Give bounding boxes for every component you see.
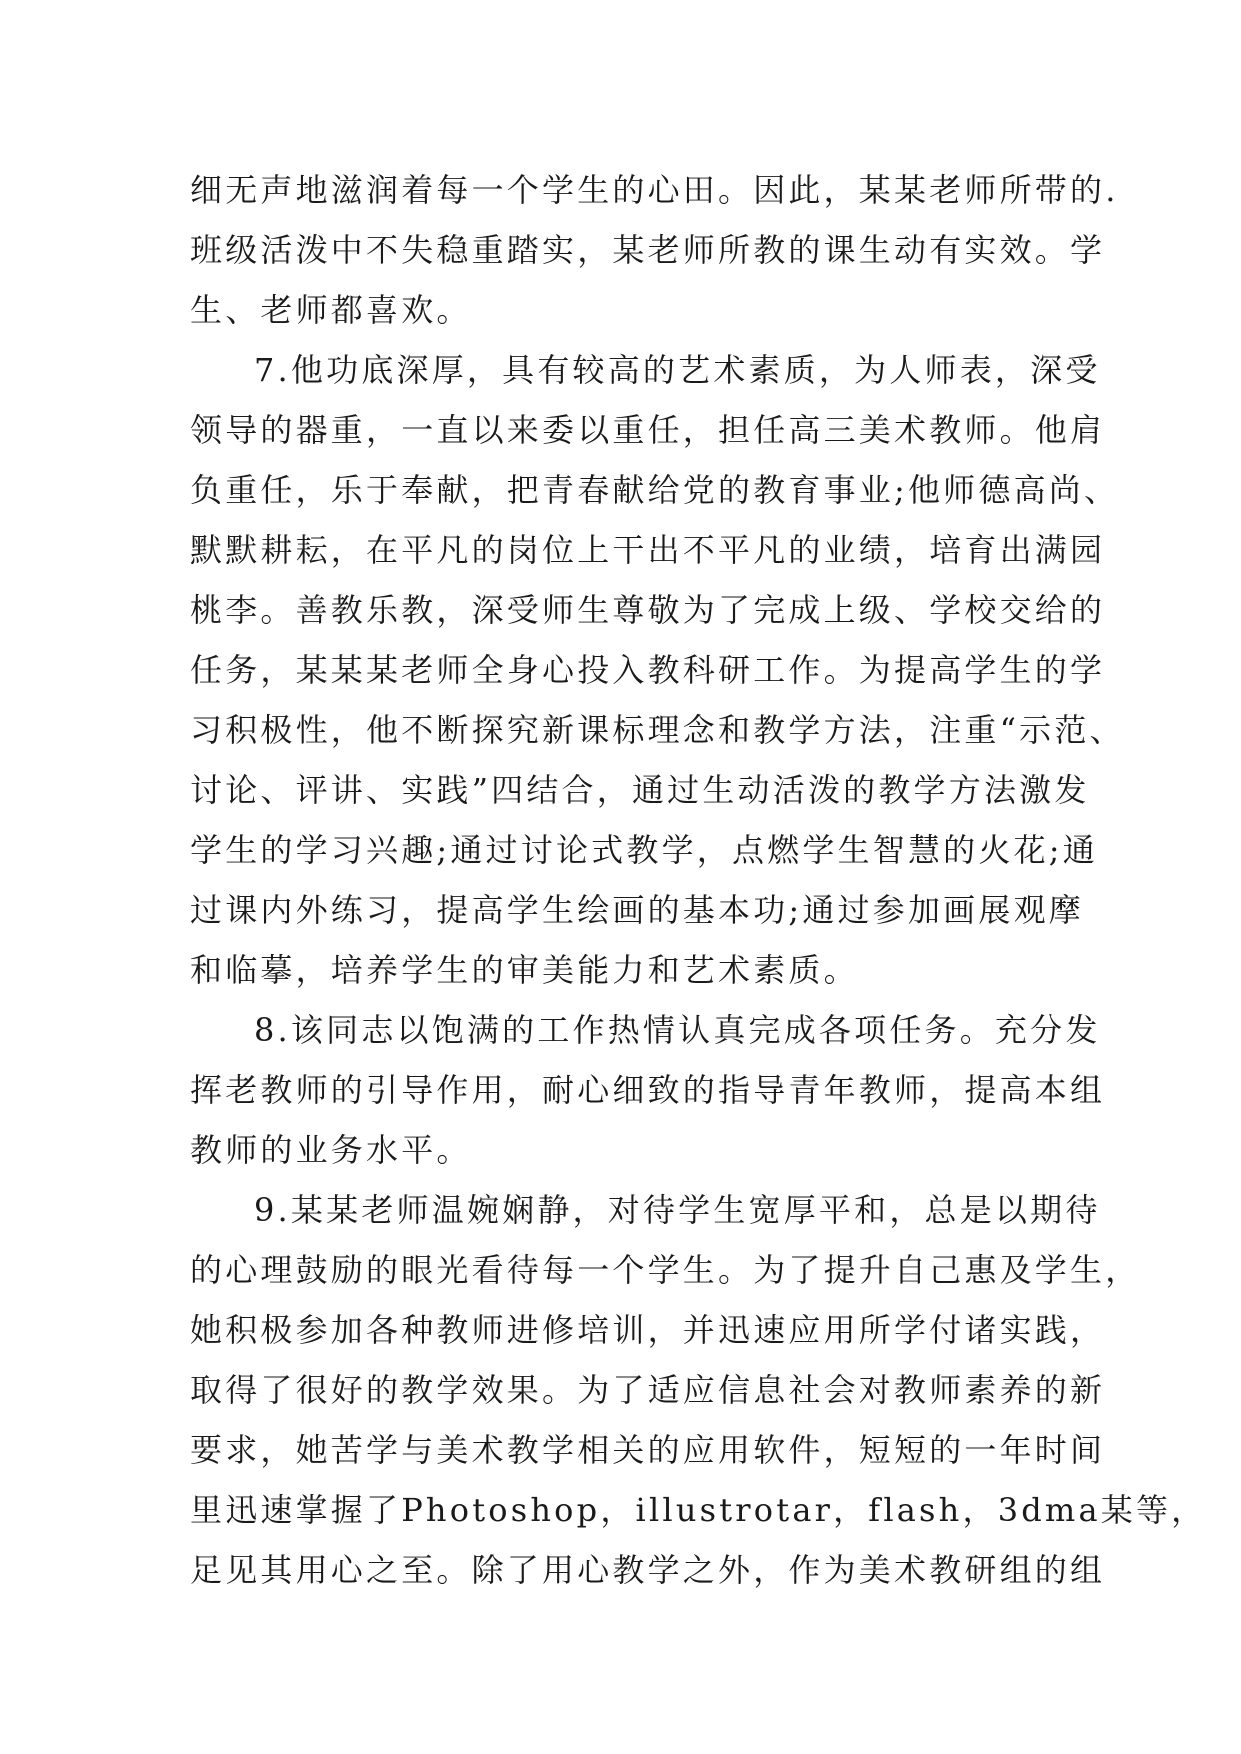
- text-line: 取得了很好的教学效果。为了适应信息社会对教师素养的新: [190, 1371, 1106, 1409]
- text-line: 细无声地滋润着每一个学生的心田。因此，某某老师所带的.: [190, 171, 1119, 209]
- text-line: 讨论、评讲、实践”四结合，通过生动活泼的教学方法激发: [190, 771, 1090, 809]
- text-line: 默默耕耘，在平凡的岗位上干出不平凡的业绩，培育出满园: [190, 531, 1106, 569]
- text-line: 桃李。善教乐教，深受师生尊敬为了完成上级、学校交给的: [190, 591, 1106, 629]
- text-line: 过课内外练习，提高学生绘画的基本功;通过参加画展观摩: [190, 891, 1084, 929]
- paragraph-7-start: 7.他功底深厚，具有较高的艺术素质，为人师表，深受: [254, 351, 1101, 389]
- text-line: 里迅速掌握了Photoshop，illustrotar，flash，3dma某等，: [190, 1491, 1207, 1529]
- text-line: 领导的器重，一直以来委以重任，担任高三美术教师。他肩: [190, 411, 1106, 449]
- paragraph-9-start: 9.某某老师温婉娴静，对待学生宽厚平和，总是以期待: [254, 1191, 1101, 1229]
- document-body: [190, 160, 1207, 1600]
- text-line: 学生的学习兴趣;通过讨论式教学，点燃学生智慧的火花;通: [190, 831, 1098, 869]
- text-line: 的心理鼓励的眼光看待每一个学生。为了提升自己惠及学生，: [190, 1251, 1141, 1289]
- text-line: 习积极性，他不断探究新课标理念和教学方法，注重“示范、: [190, 711, 1125, 749]
- paragraph-8-start: 8.该同志以饱满的工作热情认真完成各项任务。充分发: [254, 1011, 1101, 1049]
- text-line: 负重任，乐于奉献，把青春献给党的教育事业;他师德高尚、: [190, 471, 1120, 509]
- text-line: 班级活泼中不失稳重踏实，某老师所教的课生动有实效。学: [190, 231, 1106, 269]
- text-line: 足见其用心之至。除了用心教学之外，作为美术教研组的组: [190, 1551, 1106, 1589]
- text-line: 和临摹，培养学生的审美能力和艺术素质。: [190, 951, 859, 989]
- text-line: 教师的业务水平。: [190, 1131, 472, 1169]
- text-line: 她积极参加各种教师进修培训，并迅速应用所学付诸实践，: [190, 1311, 1106, 1349]
- text-line: 任务，某某某老师全身心投入教科研工作。为提高学生的学: [190, 651, 1106, 689]
- text-line: 挥老教师的引导作用，耐心细致的指导青年教师，提高本组: [190, 1071, 1106, 1109]
- text-line: 要求，她苦学与美术教学相关的应用软件，短短的一年时间: [190, 1431, 1106, 1469]
- text-line: 生、老师都喜欢。: [190, 291, 472, 329]
